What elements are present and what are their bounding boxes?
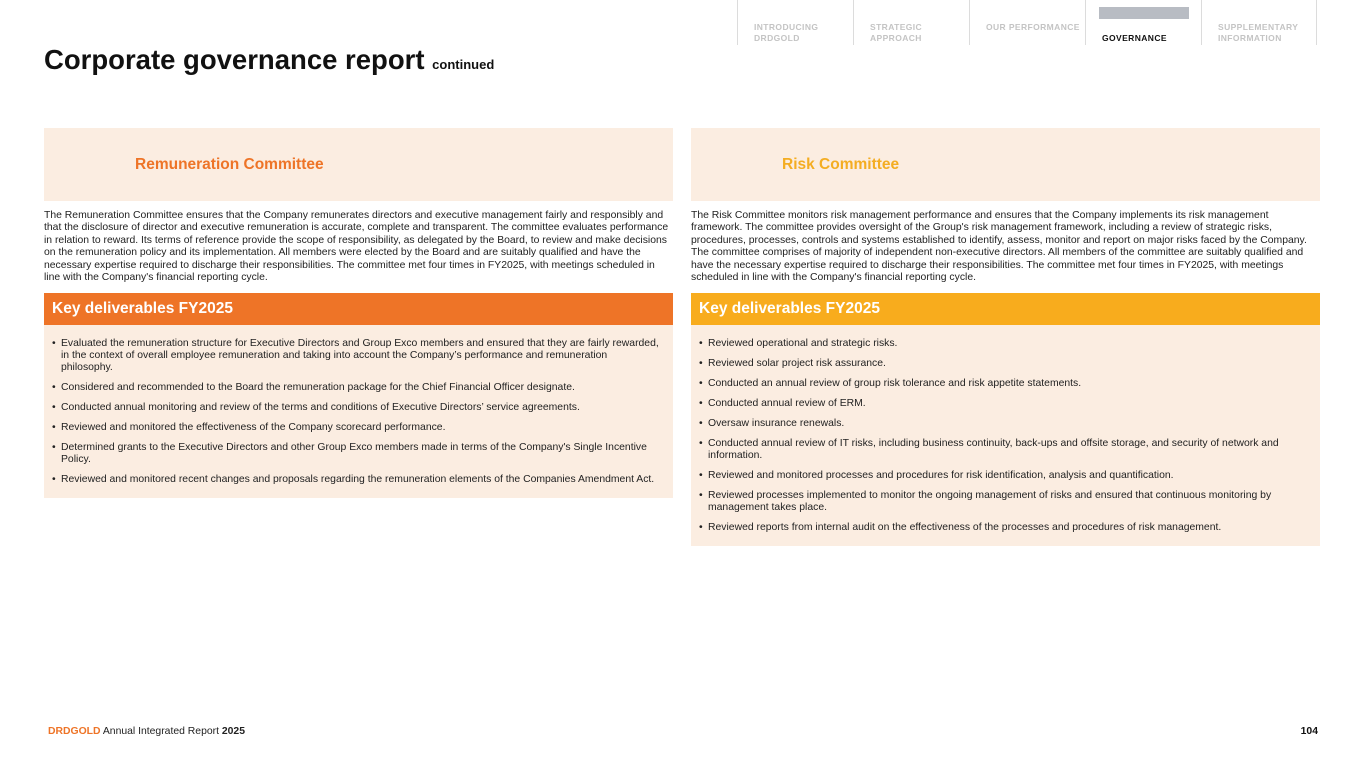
risk-committee-intro: The Risk Committee monitors risk management performance and ensures that the Company implements its risk management framework. The committee provides oversight of the Group's risk management framework, including a review of strategic risks, procedures, processes, controls and systems established to identify, assess, monitor and report on major risks faced by the Company. The committee comprises of majority of independent non-executive directors. All members of the committee are suitably qualified and have the necessary expertise required to discharge their responsibilities. The committee met four times in FY2025, with meetings scheduled in line with the Company's financial reporting cycle.	[691, 210, 1307, 284]
risk-deliverables-title: Key deliverables FY2025	[691, 293, 1320, 325]
bullet-icon: •	[52, 421, 56, 433]
list-item-text: Reviewed reports from internal audit on the effectiveness of the processes and procedures of risk management.	[708, 521, 1222, 533]
list-item	[52, 382, 659, 394]
list-item	[699, 490, 1306, 514]
bullet-icon: •	[699, 338, 703, 350]
list-item-text: Conducted annual review of ERM.	[708, 398, 866, 410]
list-item-text: Conducted an annual review of group risk tolerance and risk appetite statements.	[708, 378, 1082, 390]
footer-brand: DRDGOLD	[48, 726, 101, 737]
list-item-text: Conducted annual review of IT risks, including business continuity, back-ups and offsite storage, and security of network and information.	[708, 438, 1279, 462]
list-item	[699, 470, 1306, 482]
page-title-continued: continued	[432, 57, 495, 72]
remuneration-deliverables-list	[44, 325, 673, 497]
list-item	[699, 378, 1306, 390]
remuneration-committee-panel	[44, 128, 673, 498]
bullet-icon: •	[699, 398, 703, 410]
list-item	[699, 438, 1306, 462]
list-item	[52, 338, 659, 373]
list-item-text: Reviewed and monitored recent changes and proposals regarding the remuneration elements of the Companies Amendment Act.	[61, 473, 655, 485]
list-item	[52, 402, 659, 414]
tab-label: STRATEGIC APPROACH	[870, 22, 923, 43]
bullet-icon: •	[52, 338, 56, 350]
tab-our-performance[interactable]	[969, 0, 1085, 45]
tab-label: INTRODUCING DRDGOLD	[754, 22, 819, 43]
active-tab-indicator	[1099, 7, 1189, 19]
list-item-text: Reviewed operational and strategic risks.	[708, 338, 898, 350]
list-item-text: Oversaw insurance renewals.	[708, 418, 845, 430]
bullet-icon: •	[699, 378, 703, 390]
list-item	[699, 358, 1306, 370]
bullet-icon: •	[699, 521, 703, 533]
remuneration-committee-intro: The Remuneration Committee ensures that the Company remunerates directors and executive management fairly and responsibly and that the disclosure of director and executive remuneration is accurate, complete and transparent. The committee evaluates performance in relation to reward. Its terms of reference provide the scope of responsibility, as delegated by the Board, to review and make decisions on the remuneration policy and its implementation. All members were elected by the Board and are suitably qualified and have the necessary expertise required to discharge their responsibilities. The committee met four times in FY2025, with meetings scheduled in line with the Company's financial reporting cycle.	[44, 210, 669, 284]
list-item-text: Evaluated the remuneration structure for Executive Directors and Group Exco members and ensured that they are fairly rewarded, in the context of overall employee remuneration and taking into account the Company’s performance and remuneration philosophy.	[61, 338, 659, 374]
bullet-icon: •	[699, 418, 703, 430]
tab-supplementary-information[interactable]	[1201, 0, 1317, 45]
tab-strategic-approach[interactable]	[853, 0, 969, 45]
page-title-text: Corporate governance report	[44, 44, 425, 75]
risk-committee-panel	[691, 128, 1320, 546]
footer-report-name: Annual Integrated Report	[102, 726, 219, 737]
footer-report-title	[48, 726, 245, 737]
footer-year: 2025	[221, 726, 245, 737]
bullet-icon: •	[52, 382, 56, 394]
bullet-icon: •	[699, 490, 703, 502]
bullet-icon: •	[52, 402, 56, 413]
list-item-text: Reviewed and monitored the effectiveness of the Company scorecard performance.	[61, 421, 446, 433]
list-item	[52, 474, 659, 486]
tab-label: GOVERNANCE	[1102, 33, 1167, 43]
remuneration-committee-heading: Remuneration Committee	[44, 128, 673, 201]
section-nav	[737, 0, 1317, 45]
list-item	[699, 338, 1306, 350]
list-item	[699, 522, 1306, 534]
list-item-text: Conducted annual monitoring and review of the terms and conditions of Executive Directors’ service agreements.	[61, 402, 580, 413]
list-item-text: Reviewed solar project risk assurance.	[708, 358, 886, 370]
bullet-icon: •	[699, 438, 703, 450]
bullet-icon: •	[699, 470, 703, 482]
remuneration-deliverables-title: Key deliverables FY2025	[44, 293, 673, 325]
list-item-text: Reviewed processes implemented to monitor the ongoing management of risks and ensured that continuous monitoring by management takes place.	[708, 490, 1272, 513]
list-item-text: Reviewed and monitored processes and procedures for risk identification, analysis and quantification.	[708, 470, 1174, 482]
list-item	[699, 398, 1306, 410]
list-item	[699, 418, 1306, 430]
list-item	[52, 442, 659, 466]
bullet-icon: •	[52, 473, 56, 485]
tab-label: SUPPLEMENTARY INFORMATION	[1218, 22, 1299, 43]
page-title	[44, 44, 494, 76]
tab-label: OUR PERFORMANCE	[986, 22, 1080, 32]
risk-deliverables-list	[691, 325, 1320, 545]
list-item-text: Considered and recommended to the Board the remuneration package for the Chief Financial Officer designate.	[61, 382, 575, 394]
bullet-icon: •	[52, 441, 56, 453]
list-item-text: Determined grants to the Executive Directors and other Group Exco members made in terms of the Company's Single Incentive Policy.	[61, 441, 647, 465]
list-item	[52, 422, 659, 434]
bullet-icon: •	[699, 358, 703, 370]
risk-committee-heading: Risk Committee	[691, 128, 1320, 201]
tab-introducing-drdgold[interactable]	[737, 0, 853, 45]
page-number: 104	[1300, 726, 1318, 737]
tab-governance[interactable]	[1085, 0, 1201, 45]
